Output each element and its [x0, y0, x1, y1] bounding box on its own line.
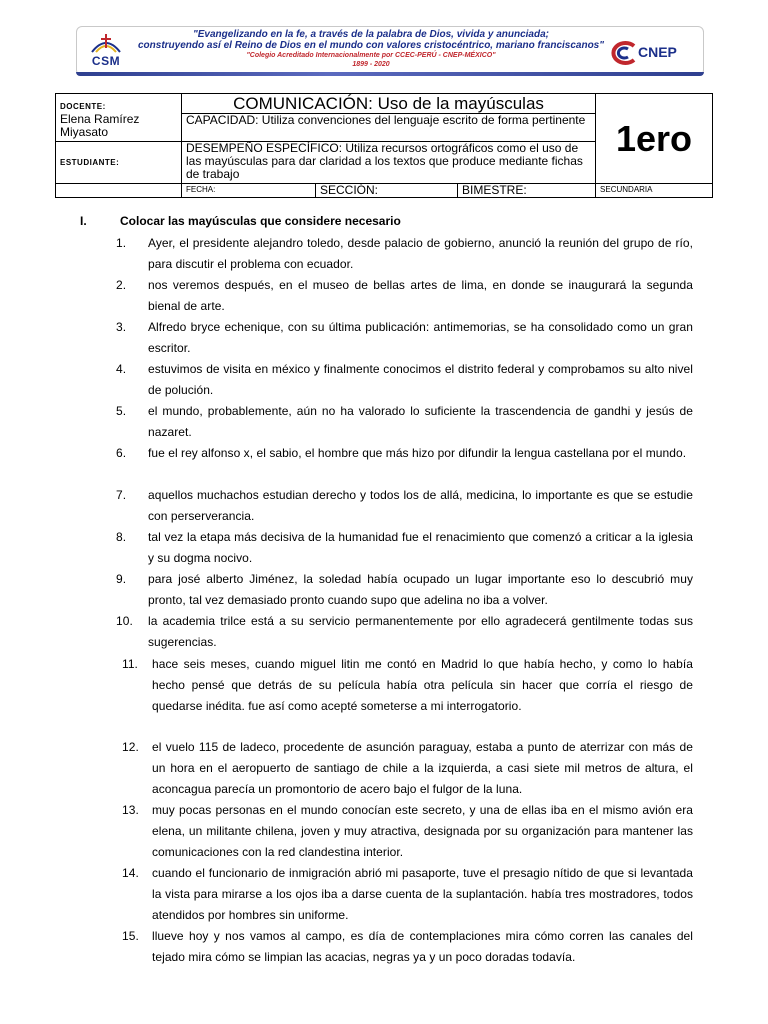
item-number: 7.: [116, 488, 127, 502]
list-item: [116, 401, 693, 443]
item-number: 11.: [122, 657, 138, 671]
list-item: [116, 611, 693, 653]
item-number: 15.: [122, 929, 139, 943]
item-text: estuvimos de visita en méxico y finalmente conocimos el distrito federal y comprobamos su alto nivel de polución.: [148, 362, 693, 397]
nivel-label: SECUNDARIA: [596, 184, 713, 198]
item-text: hace seis meses, cuando miguel litin me contó en Madrid lo que había hecho, y como lo había hecho pensé que detrás de su película había otra película sin hacer que corría el riesgo de quedarse inédita. fue así como acepté someterse a mi interrogatorio.: [152, 657, 693, 713]
list-item: [122, 926, 693, 968]
item-number: 3.: [116, 320, 127, 334]
slogan-line-1: "Evangelizando en la fe, a través de la palabra de Dios, vivida y anunciada;: [193, 29, 549, 40]
list-item: [116, 443, 693, 464]
section-title: Colocar las mayúsculas que considere necesario: [120, 214, 401, 228]
years-line: 1899 - 2020: [352, 61, 390, 68]
worksheet-title: COMUNICACIÓN: Uso de la mayúsculas: [182, 94, 596, 114]
grade-label: 1ero: [596, 94, 713, 184]
item-number: 12.: [122, 740, 139, 754]
bimestre-label: BIMESTRE:: [458, 184, 596, 198]
item-text: llueve hoy y nos vamos al campo, es día de contemplaciones mira cómo corren las canales del tejado mira cómo se limpian las acacias, negras ya y un poco doradas todavía.: [152, 929, 693, 964]
header-banner: [76, 26, 704, 76]
item-number: 6.: [116, 446, 127, 460]
list-item: [116, 275, 693, 317]
item-text: muy pocas personas en el mundo conocían este secreto, y una de ellas iba en el mismo avión era elena, un militante chilena, joven y muy atractiva, designada por su organización para mantener las comunicaciones con la red clandestina interior.: [152, 803, 693, 859]
capacidad-text: CAPACIDAD: Utiliza convenciones del lenguaje escrito de forma pertinente: [182, 114, 596, 142]
accreditation-line: "Colegio Acreditado Internacionalmente por CCEC-PERÚ - CNEP-MÉXICO": [246, 52, 496, 59]
school-logo-text: CSM: [91, 54, 121, 68]
school-slogan: [136, 29, 606, 69]
item-number: 13.: [122, 803, 139, 817]
item-number: 14.: [122, 866, 139, 880]
item-number: 8.: [116, 530, 127, 544]
list-item: [116, 527, 693, 569]
item-text: fue el rey alfonso x, el sabio, el hombre que más hizo por difundir la lengua castellana por el mundo.: [148, 446, 687, 460]
item-text: para josé alberto Jiménez, la soledad había ocupado un lugar importante eso lo descubrió muy pronto, tal vez demasiado pronto cuando supo que adelina no iba a volver.: [148, 572, 693, 607]
info-table: [55, 93, 713, 198]
cross-emblem-icon: [86, 32, 126, 56]
list-item: [116, 233, 693, 275]
section-heading: [80, 214, 401, 228]
slogan-line-2: construyendo así el Reino de Dios en el mundo con valores cristocéntrico, mariano franciscanos": [138, 40, 604, 51]
list-item: [116, 359, 693, 401]
cnep-swirl-icon: [608, 40, 638, 66]
list-item: [116, 569, 693, 611]
cnep-logo: [608, 40, 700, 66]
item-text: tal vez la etapa más decisiva de la humanidad fue el renacimiento que comenzó a criticar a la iglesia y su dogma nocivo.: [148, 530, 693, 565]
item-number: 1.: [116, 236, 127, 250]
list-item: [122, 800, 693, 863]
docente-label: DOCENTE:: [60, 102, 106, 111]
list-item: [122, 863, 693, 926]
desempeno-text: DESEMPEÑO ESPECÍFICO: Utiliza recursos ortográficos como el uso de las mayúsculas para dar claridad a los textos que produce mediante fichas de trabajo: [182, 142, 596, 184]
item-number: 10.: [116, 614, 133, 628]
item-number: 5.: [116, 404, 127, 418]
list-item: [116, 485, 693, 527]
list-item: [116, 317, 693, 359]
item-text: la academia trilce está a su servicio permanentemente por ello agradecerá gentilmente todas sus sugerencias.: [148, 614, 693, 649]
item-number: 4.: [116, 362, 127, 376]
section-number: I.: [80, 214, 87, 228]
item-text: el mundo, probablemente, aún no ha valorado lo suficiente la trascendencia de gandhi y jesús de nazaret.: [148, 404, 693, 439]
list-item: [122, 654, 693, 717]
item-text: Alfredo bryce echenique, con su última publicación: antimemorias, se ha consolidado como un gran escritor.: [148, 320, 693, 355]
docente-name: Elena Ramírez Miyasato: [60, 112, 140, 139]
item-text: cuando el funcionario de inmigración abrió mi pasaporte, tuve el presagio nítido de que si levantada la vista para mirarse a los ojos iba a darse cuenta de la suplantación. había tres mostradores, todos atendidos por hombres sin uniforme.: [152, 866, 693, 922]
docente-cell: [56, 94, 182, 142]
item-number: 2.: [116, 278, 127, 292]
item-text: aquellos muchachos estudian derecho y todos los de allá, medicina, lo importante es que se estudie con perserverancia.: [148, 488, 693, 523]
fecha-label: FECHA:: [182, 184, 316, 198]
item-number: 9.: [116, 572, 127, 586]
empty-cell: [56, 184, 182, 198]
item-text: nos veremos después, en el museo de bellas artes de lima, en donde se inaugurará la segunda bienal de arte.: [148, 278, 693, 313]
seccion-label: SECCIÓN:: [316, 184, 458, 198]
item-text: el vuelo 115 de ladeco, procedente de asunción paraguay, estaba a punto de aterrizar con más de un hora en el aeropuerto de santiago de chile a la izquierda, a casi siete mil metros de altura, el aconcagua parecía un promontorio de acero bajo el fulgor de la luna.: [152, 740, 693, 796]
estudiante-label: ESTUDIANTE:: [56, 142, 182, 184]
list-item: [122, 737, 693, 800]
school-logo-csm: [86, 32, 126, 72]
cnep-logo-text: CNEP: [638, 44, 677, 60]
banner-underline: [76, 72, 704, 76]
item-text: Ayer, el presidente alejandro toledo, desde palacio de gobierno, anunció la reunión del grupo de río, para discutir el problema con ecuador.: [148, 236, 693, 271]
